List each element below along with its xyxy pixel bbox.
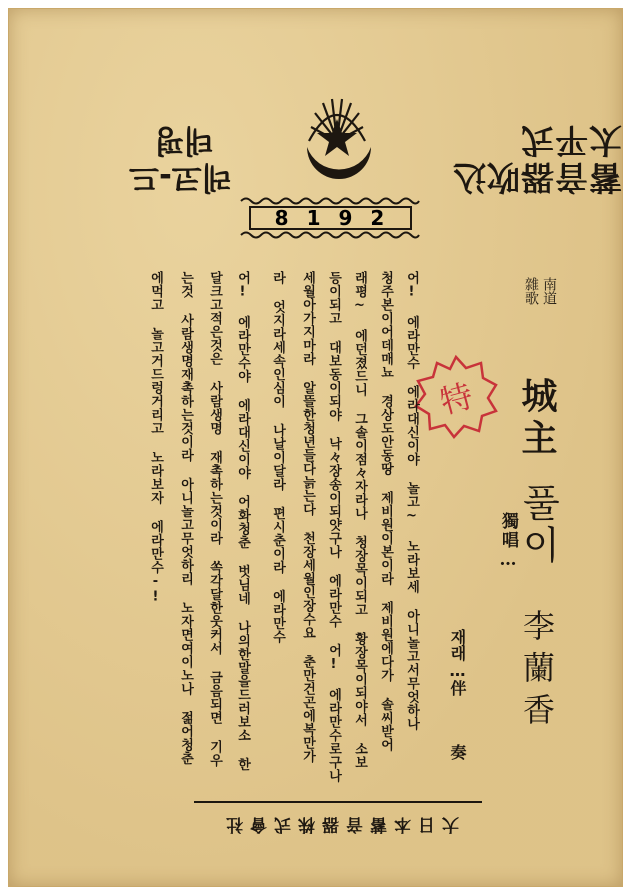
- decorative-wave-top: [241, 197, 419, 205]
- accompaniment-label-end: 奏: [448, 744, 467, 760]
- lyric-column-4: 등이되고 대보동이되야 낙々장송이되얏구나 에라만수 어! 에라만수로구나: [326, 271, 341, 783]
- lyric-column-2: 청주본이어데매뇨 경상도안동땅 제비원이본이라 제비원에다가 솔씨받어: [378, 271, 393, 752]
- company-name: 大日本蓄音器株式會社: [219, 814, 459, 834]
- decorative-wave-bottom: [241, 231, 419, 239]
- singer-name: 李蘭香: [518, 609, 556, 735]
- lyric-column-1: 어! 에라만수 에라대신이야 놀고~ 노라보세 아니놀고서무엇하나: [404, 271, 419, 731]
- genre-line-2: 雜歌: [523, 277, 539, 305]
- brand-kanji-top: 太平式: [520, 121, 622, 160]
- lyric-column-5: 세월아가지마라 알뜰한청년들다늙는다 천장세월인장수요 춘만건곤에복만가: [300, 271, 315, 763]
- singer-label: 獨唱…: [498, 512, 518, 572]
- catalog-number: 8192: [249, 206, 412, 230]
- brand-kanji-bottom: 蓄音器吹込: [452, 158, 622, 197]
- brand-hangul-bottom: 레코-드: [129, 159, 232, 195]
- lyric-column-7: 어! 에라만수야 에라대신이야 어화청춘 벗님네 나의한말을드러보소 한: [235, 271, 250, 771]
- lyric-column-8: 달크고적은것은 사람생명 재촉하는것이라 쏙각달한웃커서 금음되면 기우: [207, 271, 222, 767]
- footer-rule: [194, 801, 482, 803]
- shell-star-logo-icon: [287, 89, 387, 189]
- lyric-column-10: 에먹고 놀고거드렁거리고 노라보자 에라만수-!: [148, 271, 163, 605]
- lyric-column-6: 라 엇지라세속인심이 나날이달라 편시춘이라 에라만수: [270, 271, 285, 644]
- genre-line-1: 南道: [541, 277, 557, 305]
- red-seal-stamp-icon: [413, 354, 499, 440]
- lyric-column-3: 래평~ 에던졌드니 그솔이점々자라나 청장목이되고 황장목이되야서 소보: [352, 271, 367, 769]
- record-lyric-sheet: [8, 8, 623, 887]
- svg-text:特: 特: [436, 376, 477, 422]
- song-title-sub: 풀이: [515, 483, 560, 567]
- brand-hangul-top: 태평: [154, 122, 214, 158]
- lyric-column-9: 는것 사람생명재촉하는것이라 아니놀고무엇하리 노자면여이노나 젊어청춘: [178, 271, 193, 765]
- accompaniment-label: 재래…伴: [448, 629, 467, 696]
- song-title-main: 城主: [516, 377, 558, 461]
